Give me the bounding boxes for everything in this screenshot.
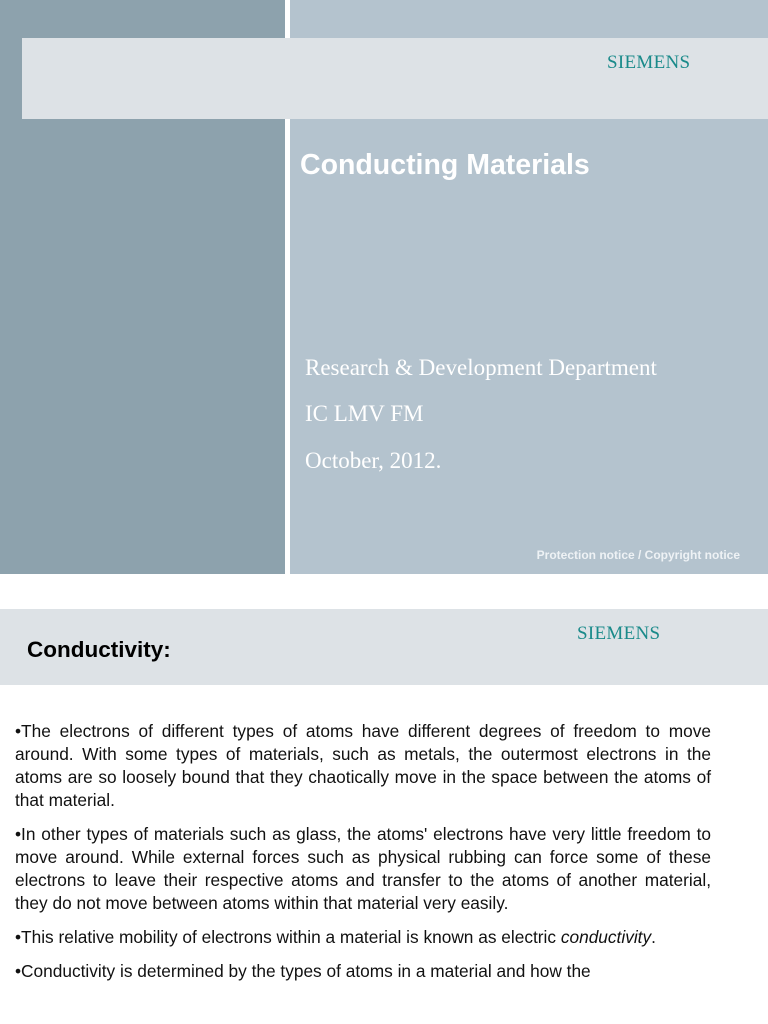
header-band xyxy=(22,38,768,119)
paragraph: •Conductivity is determined by the types of atoms in a material and how the xyxy=(15,961,591,981)
department-label: Research & Development Department xyxy=(305,355,657,380)
presentation-date: October, 2012. xyxy=(305,448,442,473)
body-text xyxy=(15,720,711,994)
siemens-logo: SIEMENS xyxy=(607,52,691,73)
emphasis-term: conductivity xyxy=(560,927,652,947)
paragraph: •This relative mobility of electrons within a material is known as electric conductivity. xyxy=(15,927,656,947)
paragraph: •The electrons of different types of atoms have different degrees of freedom to move around. With some types of materials, such as metals, the outermost electrons in the atoms are so loosely bound that they chaotically move in the space between the atoms of that material. xyxy=(15,721,711,810)
paragraph: •In other types of materials such as glass, the atoms' electrons have very little freedom to move around. While external forces such as physical rubbing can force some of these electrons to leave their respective atoms and transfer to the atoms of another material, they do not move between atoms within that material very easily. xyxy=(15,824,711,913)
siemens-logo: SIEMENS xyxy=(577,623,661,644)
slide-title: Conductivity: xyxy=(27,637,171,662)
slide-title: Conducting Materials xyxy=(300,149,590,181)
content-slide xyxy=(0,609,768,1024)
copyright-notice: Protection notice / Copyright notice xyxy=(536,548,740,562)
department-code: IC LMV FM xyxy=(305,401,424,426)
